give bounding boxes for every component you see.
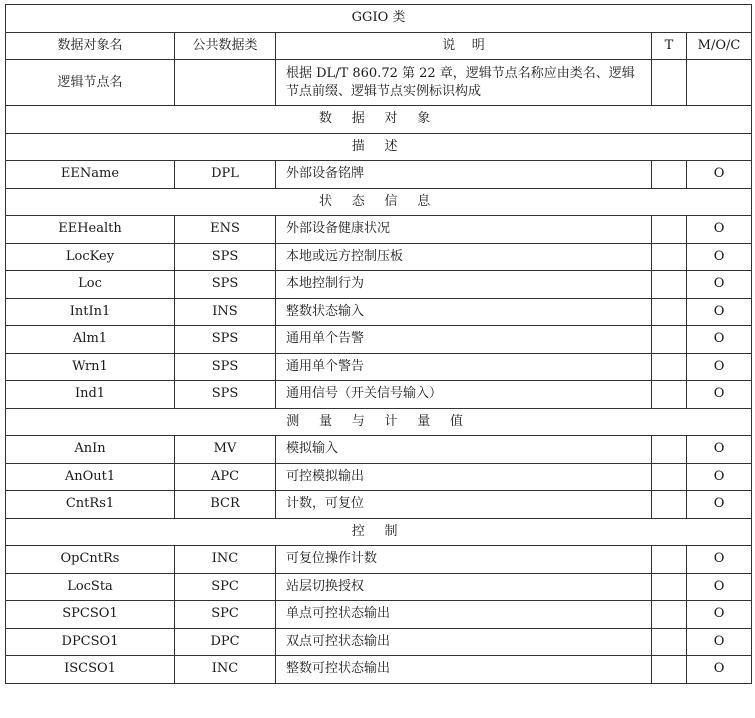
data-object-name: SPCSO1	[6, 601, 175, 629]
t-cell	[652, 463, 687, 491]
t-cell	[652, 161, 687, 189]
moc-cell: O	[687, 573, 752, 601]
cdc-cell: BCR	[175, 491, 276, 519]
data-object-name: CntRs1	[6, 491, 175, 519]
data-objects-row	[6, 106, 752, 134]
t-cell	[652, 271, 687, 299]
description-cell: 通用信号（开关信号输入）	[276, 381, 652, 409]
table-row	[6, 298, 752, 326]
description-cell: 可控模拟输出	[276, 463, 652, 491]
moc-cell: O	[687, 243, 752, 271]
description-cell: 模拟输入	[276, 436, 652, 464]
table-title: GGIO 类	[6, 5, 752, 33]
moc-cell: O	[687, 546, 752, 574]
cdc-cell: DPL	[175, 161, 276, 189]
t-cell	[652, 656, 687, 684]
table-row	[6, 546, 752, 574]
header-moc: M/O/C	[687, 32, 752, 60]
t-cell	[652, 491, 687, 519]
data-object-name: Loc	[6, 271, 175, 299]
ln-name: 逻辑节点名	[6, 60, 175, 106]
cdc-cell: INS	[175, 298, 276, 326]
table-row	[6, 601, 752, 629]
data-object-name: LocSta	[6, 573, 175, 601]
header-name: 数据对象名	[6, 32, 175, 60]
section-label: 测 量 与 计 量 值	[6, 408, 752, 436]
cdc-cell: SPS	[175, 381, 276, 409]
data-object-name: EEName	[6, 161, 175, 189]
t-cell	[652, 573, 687, 601]
description-cell: 双点可控状态输出	[276, 628, 652, 656]
ln-cdc	[175, 60, 276, 106]
table-row	[6, 216, 752, 244]
description-cell: 通用单个告警	[276, 326, 652, 354]
section-row	[6, 518, 752, 546]
table-row	[6, 326, 752, 354]
table-row	[6, 656, 752, 684]
table-row	[6, 353, 752, 381]
description-cell: 整数可控状态输出	[276, 656, 652, 684]
header-t: T	[652, 32, 687, 60]
table-row	[6, 436, 752, 464]
cdc-cell: SPC	[175, 573, 276, 601]
table-row	[6, 243, 752, 271]
data-object-name: IntIn1	[6, 298, 175, 326]
cdc-cell: SPS	[175, 353, 276, 381]
data-object-name: AnIn	[6, 436, 175, 464]
description-cell: 可复位操作计数	[276, 546, 652, 574]
t-cell	[652, 326, 687, 354]
section-row	[6, 408, 752, 436]
description-cell: 站层切换授权	[276, 573, 652, 601]
ln-moc	[687, 60, 752, 106]
t-cell	[652, 628, 687, 656]
moc-cell: O	[687, 463, 752, 491]
moc-cell: O	[687, 161, 752, 189]
description-cell: 本地或远方控制压板	[276, 243, 652, 271]
table-row	[6, 381, 752, 409]
header-row	[6, 32, 752, 60]
moc-cell: O	[687, 216, 752, 244]
cdc-cell: MV	[175, 436, 276, 464]
data-object-name: LocKey	[6, 243, 175, 271]
ln-desc: 根据 DL/T 860.72 第 22 章，逻辑节点名称应由类名、逻辑节点前缀、逻辑节点实例标识构成	[276, 60, 652, 106]
cdc-cell: SPS	[175, 326, 276, 354]
moc-cell: O	[687, 381, 752, 409]
section-label: 控 制	[6, 518, 752, 546]
title-row	[6, 5, 752, 33]
table-row	[6, 628, 752, 656]
header-desc: 说 明	[276, 32, 652, 60]
data-object-name: OpCntRs	[6, 546, 175, 574]
moc-cell: O	[687, 353, 752, 381]
data-object-name: Ind1	[6, 381, 175, 409]
table-row	[6, 463, 752, 491]
table-row	[6, 161, 752, 189]
section-row	[6, 188, 752, 216]
moc-cell: O	[687, 601, 752, 629]
cdc-cell: SPC	[175, 601, 276, 629]
t-cell	[652, 546, 687, 574]
table-row	[6, 271, 752, 299]
data-object-name: AnOut1	[6, 463, 175, 491]
cdc-cell: DPC	[175, 628, 276, 656]
t-cell	[652, 381, 687, 409]
cdc-cell: SPS	[175, 271, 276, 299]
section-label: 描 述	[6, 133, 752, 161]
description-cell: 通用单个警告	[276, 353, 652, 381]
logical-node-row	[6, 60, 752, 106]
description-cell: 计数，可复位	[276, 491, 652, 519]
t-cell	[652, 353, 687, 381]
moc-cell: O	[687, 436, 752, 464]
t-cell	[652, 436, 687, 464]
moc-cell: O	[687, 628, 752, 656]
cdc-cell: ENS	[175, 216, 276, 244]
data-object-name: Wrn1	[6, 353, 175, 381]
t-cell	[652, 601, 687, 629]
moc-cell: O	[687, 271, 752, 299]
t-cell	[652, 298, 687, 326]
moc-cell: O	[687, 298, 752, 326]
data-objects-label: 数 据 对 象	[6, 106, 752, 134]
description-cell: 单点可控状态输出	[276, 601, 652, 629]
data-object-name: DPCSO1	[6, 628, 175, 656]
moc-cell: O	[687, 326, 752, 354]
description-cell: 外部设备铭牌	[276, 161, 652, 189]
cdc-cell: INC	[175, 546, 276, 574]
t-cell	[652, 243, 687, 271]
ggio-class-table	[5, 4, 752, 684]
data-object-name: Alm1	[6, 326, 175, 354]
data-object-name: ISCSO1	[6, 656, 175, 684]
table-row	[6, 573, 752, 601]
cdc-cell: INC	[175, 656, 276, 684]
description-cell: 外部设备健康状况	[276, 216, 652, 244]
table-row	[6, 491, 752, 519]
header-cdc: 公共数据类	[175, 32, 276, 60]
description-cell: 整数状态输入	[276, 298, 652, 326]
data-object-name: EEHealth	[6, 216, 175, 244]
section-row	[6, 133, 752, 161]
section-label: 状 态 信 息	[6, 188, 752, 216]
cdc-cell: SPS	[175, 243, 276, 271]
cdc-cell: APC	[175, 463, 276, 491]
t-cell	[652, 216, 687, 244]
description-cell: 本地控制行为	[276, 271, 652, 299]
ln-t	[652, 60, 687, 106]
moc-cell: O	[687, 656, 752, 684]
moc-cell: O	[687, 491, 752, 519]
